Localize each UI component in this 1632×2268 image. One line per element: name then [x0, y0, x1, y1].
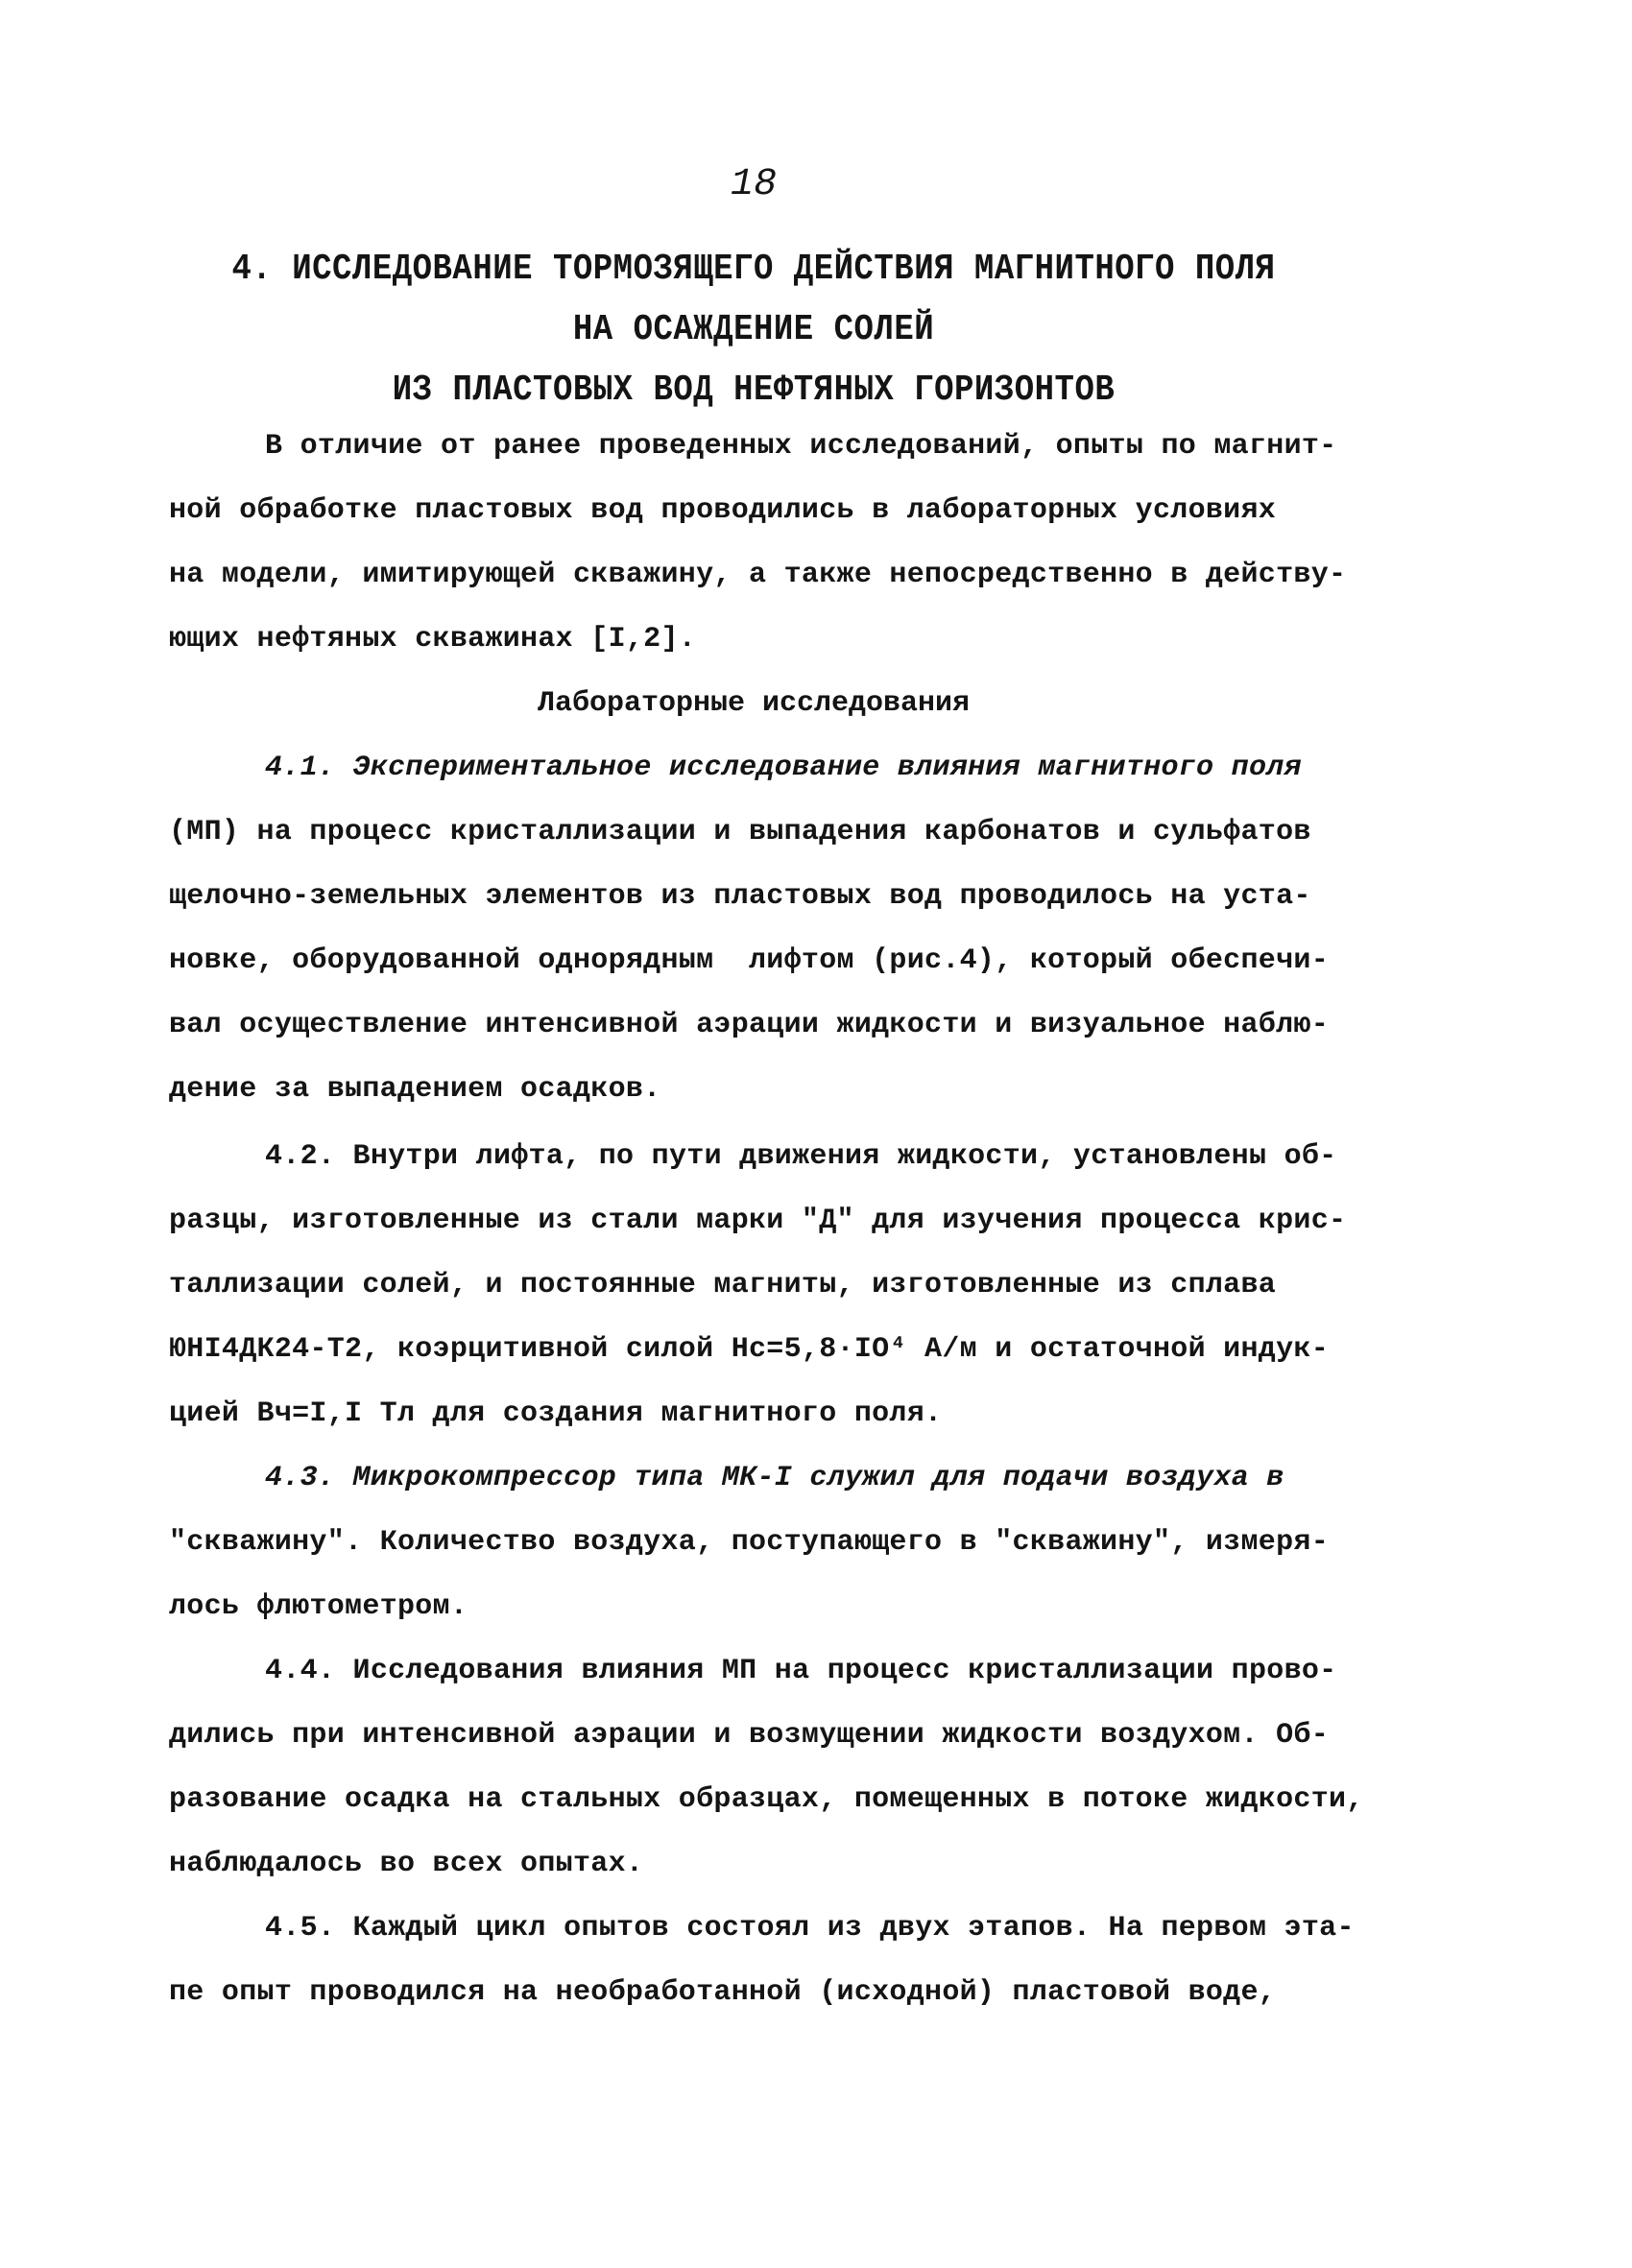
section-title-line-3: ИЗ ПЛАСТОВЫХ ВОД НЕФТЯНЫХ ГОРИЗОНТОВ: [392, 370, 1116, 412]
paragraph-4-4-line: разование осадка на стальных образцах, помещенных в потоке жидкости,: [169, 1783, 1364, 1816]
paragraph-4-2-line: таллизации солей, и постоянные магниты, изготовленные из сплава: [169, 1269, 1277, 1301]
paragraph-4-3-line: лось флютометром.: [169, 1590, 468, 1623]
paragraph-4-3-line: 4.3. Микрокомпрессор типа МК-I служил для подачи воздуха в: [265, 1462, 1284, 1494]
paragraph-4-5-line: 4.5. Каждый цикл опытов состоял из двух этапов. На первом эта-: [265, 1912, 1355, 1945]
intro-line: на модели, имитирующей скважину, а также непосредственно в действу-: [169, 559, 1347, 591]
section-title-line-2: НА ОСАЖДЕНИЕ СОЛЕЙ: [572, 309, 935, 351]
paragraph-4-5-line: пе опыт проводился на необработанной (исходной) пластовой воде,: [169, 1976, 1277, 2009]
paragraph-4-1-line: (МП) на процесс кристаллизации и выпадения карбонатов и сульфатов: [169, 816, 1311, 848]
intro-line: ющих нефтяных скважинах [I,2].: [169, 623, 697, 656]
paragraph-4-4-line: 4.4. Исследования влияния МП на процесс кристаллизации прово-: [265, 1655, 1337, 1687]
subheading-laboratory: Лабораторные исследования: [537, 687, 971, 720]
paragraph-4-2-line: 4.2. Внутри лифта, по пути движения жидкости, установлены об-: [265, 1140, 1337, 1173]
paragraph-4-1-line: новке, оборудованной однорядным лифтом (рис.4), который обеспечи-: [169, 944, 1329, 977]
intro-line: ной обработке пластовых вод проводились в лабораторных условиях: [169, 494, 1277, 527]
section-title-line-1: 4. ИССЛЕДОВАНИЕ ТОРМОЗЯЩЕГО ДЕЙСТВИЯ МАГНИТНОГО ПОЛЯ: [231, 249, 1276, 291]
paragraph-4-1-line: дение за выпадением осадков.: [169, 1073, 661, 1106]
intro-line: В отличие от ранее проведенных исследований, опыты по магнит-: [265, 430, 1337, 463]
paragraph-4-1-line: щелочно-земельных элементов из пластовых вод проводилось на уста-: [169, 880, 1311, 913]
paragraph-4-2-line: цией Вч=I,I Тл для создания магнитного поля.: [169, 1397, 943, 1430]
paragraph-4-2-line: разцы, изготовленные из стали марки "Д" для изучения процесса крис-: [169, 1205, 1347, 1237]
paragraph-4-4-line: дились при интенсивной аэрации и возмущении жидкости воздухом. Об-: [169, 1719, 1329, 1752]
page-number: 18: [730, 163, 777, 206]
paragraph-4-3-line: "скважину". Количество воздуха, поступающего в "скважину", измеря-: [169, 1526, 1329, 1559]
paragraph-4-1-line: вал осуществление интенсивной аэрации жидкости и визуальное наблю-: [169, 1009, 1329, 1041]
paragraph-4-1-line: 4.1. Экспериментальное исследование влияния магнитного поля: [265, 752, 1302, 784]
paragraph-4-2-line: ЮНI4ДК24-Т2, коэрцитивной силой Hc=5,8·IO⁴ А/м и остаточной индук-: [169, 1333, 1329, 1366]
paragraph-4-4-line: наблюдалось во всех опытах.: [169, 1848, 644, 1880]
